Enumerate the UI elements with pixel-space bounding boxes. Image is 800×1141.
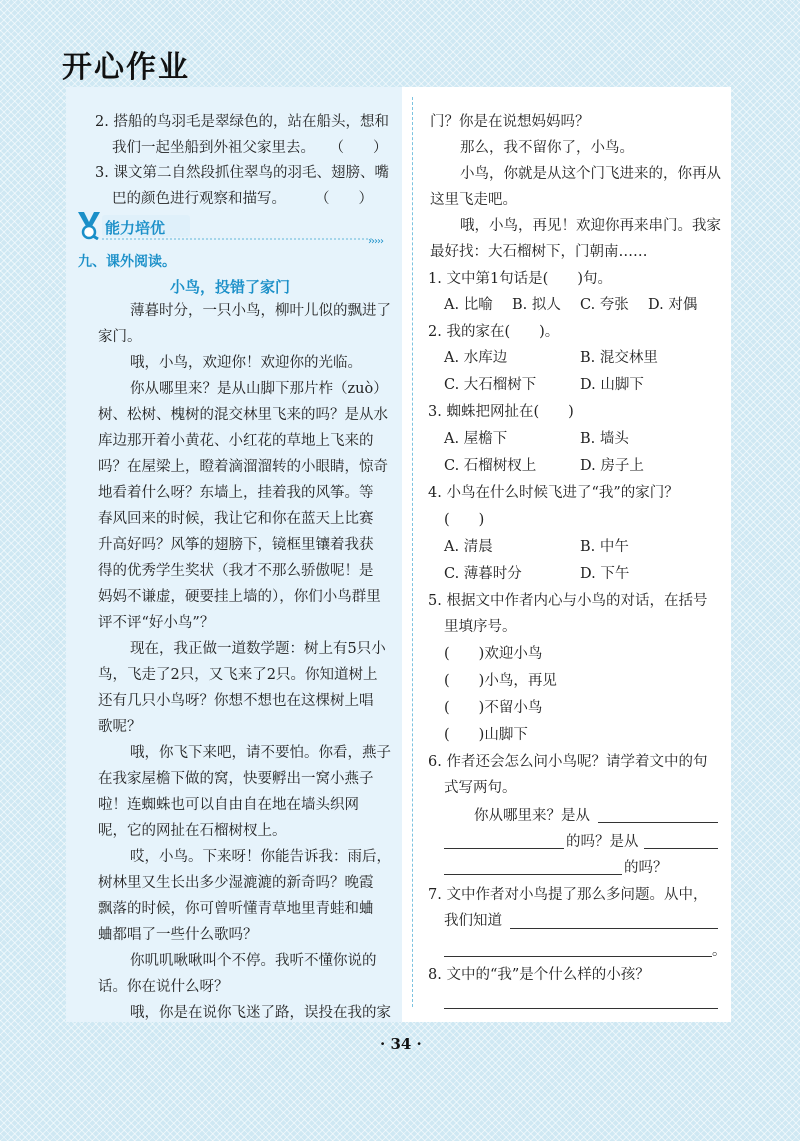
question-6: 6. 作者还会怎么问小鸟呢？请学着文中的句	[428, 754, 708, 770]
story-line: 那么，我不留你了，小鸟。	[460, 140, 634, 156]
story-line: 你叽叽啾啾叫个不停。我听不懂你说的	[130, 953, 377, 969]
story-line: 地看着什么呀？东墙上，挂着我的风筝。等	[98, 485, 374, 501]
q4-option-c: C. 薄暮时分	[444, 566, 522, 582]
q5-item[interactable]: ( )不留小鸟	[444, 700, 543, 716]
left-q3-line2: 巴的颜色进行观察和描写。 （ ）	[112, 191, 373, 207]
story-line: 飘落的时候，你可曾听懂青草地里青蛙和蛐	[98, 901, 374, 917]
story-line: 春风回来的时候，我让它和你在蓝天上比赛	[98, 511, 374, 527]
q5-item[interactable]: ( )山脚下	[444, 727, 528, 743]
story-line: 还有几只小鸟呀？你想不想也在这棵树上唱	[98, 693, 374, 709]
story-title: 小鸟，投错了家门	[170, 278, 291, 296]
q3-option-d: D. 房子上	[580, 458, 644, 474]
story-line: 库边那开着小黄花、小红花的草地上飞来的	[98, 433, 374, 449]
q7-answer-blank-2[interactable]	[444, 956, 712, 957]
story-line: 哦，你是在说你飞迷了路，误投在我的家	[130, 1005, 391, 1021]
chevrons-icon: ›››››	[368, 236, 383, 247]
story-line: 吗？在屋梁上，瞪着滴溜溜转的小眼睛，惊奇	[98, 459, 388, 475]
story-line: 门？你是在说想妈妈吗？	[430, 114, 590, 130]
q2-option-c: C. 大石榴树下	[444, 377, 537, 393]
story-line: 鸟，飞走了2只，又飞来了2只。你知道树上	[98, 667, 378, 683]
q3-option-c: C. 石榴树杈上	[444, 458, 537, 474]
question-1: 1. 文中第1句话是( )句。	[428, 271, 612, 287]
question-7-cont: 我们知道	[444, 913, 502, 929]
story-line: 升高好吗？风筝的翅膀下，镜框里镶着我获	[98, 537, 374, 553]
story-line: 哎，小鸟。下来呀！你能告诉我：雨后，	[130, 849, 391, 865]
story-line: 歌呢？	[98, 719, 142, 735]
q6-prompt-part1: 你从哪里来？是从	[474, 808, 590, 824]
story-line: 话。你在说什么呀？	[98, 979, 229, 995]
q6-answer-blank-2[interactable]	[444, 848, 564, 849]
question-5: 5. 根据文中作者内心与小鸟的对话，在括号	[428, 593, 708, 609]
story-line: 你从哪里来？是从山脚下那片柞（zuò）	[130, 381, 388, 397]
q2-option-b: B. 混交林里	[580, 350, 658, 366]
banner-label: 能力培优	[105, 219, 166, 237]
q4-option-b: B. 中午	[580, 539, 629, 555]
story-line: 薄暮时分，一只小鸟，柳叶儿似的飘进了	[130, 303, 391, 319]
story-line: 哦，小鸟，再见！欢迎你再来串门。我家	[460, 218, 721, 234]
q6-answer-blank-1[interactable]	[598, 822, 718, 823]
q7-answer-blank-1[interactable]	[510, 928, 718, 929]
q2-option-a: A. 水库边	[444, 350, 508, 366]
story-line: 在我家屋檐下做的窝，快要孵出一窝小燕子	[98, 771, 374, 787]
story-line: 家门。	[98, 329, 142, 345]
story-line: 啦！连蜘蛛也可以自由自在地在墙头织网	[98, 797, 359, 813]
q1-option-a: A. 比喻	[444, 297, 493, 313]
question-7: 7. 文中作者对小鸟提了那么多问题。从中，	[428, 887, 708, 903]
story-line: 哦，你飞下来吧，请不要怕。你看，燕子	[130, 745, 391, 761]
magnifier-icon	[76, 210, 102, 240]
q4-option-d: D. 下午	[580, 566, 630, 582]
q4-option-a: A. 清晨	[444, 539, 493, 555]
q1-option-d: D. 对偶	[648, 297, 698, 313]
story-line: 哦，小鸟，欢迎你！欢迎你的光临。	[130, 355, 362, 371]
q7-period: 。	[712, 943, 727, 959]
q1-option-c: C. 夸张	[580, 297, 629, 313]
q1-option-b: B. 拟人	[512, 297, 561, 313]
section-heading: 九、课外阅读。	[78, 254, 176, 270]
q6-answer-blank-3[interactable]	[644, 848, 718, 849]
question-2: 2. 我的家在( )。	[428, 324, 560, 340]
q8-answer-blank[interactable]	[444, 1008, 718, 1009]
story-line: 呢，它的网扯在石榴树杈上。	[98, 823, 287, 839]
q6-answer-blank-4[interactable]	[444, 874, 622, 875]
story-line: 现在，我正做一道数学题：树上有5只小	[130, 641, 386, 657]
question-8: 8. 文中的“我”是个什么样的小孩？	[428, 967, 650, 983]
left-q3-line1: 3. 课文第二自然段抓住翠鸟的羽毛、翅膀、嘴	[95, 165, 389, 181]
question-6-cont: 式写两句。	[444, 780, 517, 796]
left-q2-line2: 我们一起坐船到外祖父家里去。 （ ）	[112, 140, 388, 156]
left-q2-line1: 2. 搭船的鸟羽毛是翠绿色的，站在船头，想和	[95, 114, 389, 130]
q3-option-a: A. 屋檐下	[444, 431, 508, 447]
question-4: 4. 小鸟在什么时候飞进了“我”的家门？	[428, 485, 679, 501]
q3-option-b: B. 墙头	[580, 431, 629, 447]
question-5-cont: 里填序号。	[444, 619, 517, 635]
story-line: 树林里又生长出多少湿漉漉的新奇吗？晚霞	[98, 875, 374, 891]
page-number: · 34 ·	[380, 1035, 422, 1053]
story-line: 得的优秀学生奖状（我才不那么骄傲呢！是	[98, 563, 374, 579]
story-line: 蛐都唱了一些什么歌吗？	[98, 927, 258, 943]
story-line: 评不评“好小鸟”？	[98, 615, 215, 631]
q2-option-d: D. 山脚下	[580, 377, 644, 393]
q6-prompt-part3: 的吗？	[624, 860, 668, 876]
story-line: 小鸟，你就是从这个门飞进来的，你再从	[460, 166, 721, 182]
q5-item[interactable]: ( )欢迎小鸟	[444, 646, 543, 662]
q4-answer-blank[interactable]: ( )	[444, 512, 485, 528]
question-3: 3. 蜘蛛把网扯在( )	[428, 404, 574, 420]
story-line: 最好找：大石榴树下，门朝南……	[430, 244, 648, 260]
q6-prompt-part2: 的吗？是从	[566, 834, 639, 850]
page-header-title: 开心作业	[62, 50, 190, 85]
column-divider	[412, 97, 413, 1007]
story-line: 这里飞走吧。	[430, 192, 517, 208]
story-line: 树、松树、槐树的混交林里飞来的吗？是从水	[98, 407, 388, 423]
q5-item[interactable]: ( )小鸟，再见	[444, 673, 557, 689]
story-line: 妈妈不谦虚，硬要挂上墙的），你们小鸟群里	[98, 589, 381, 605]
